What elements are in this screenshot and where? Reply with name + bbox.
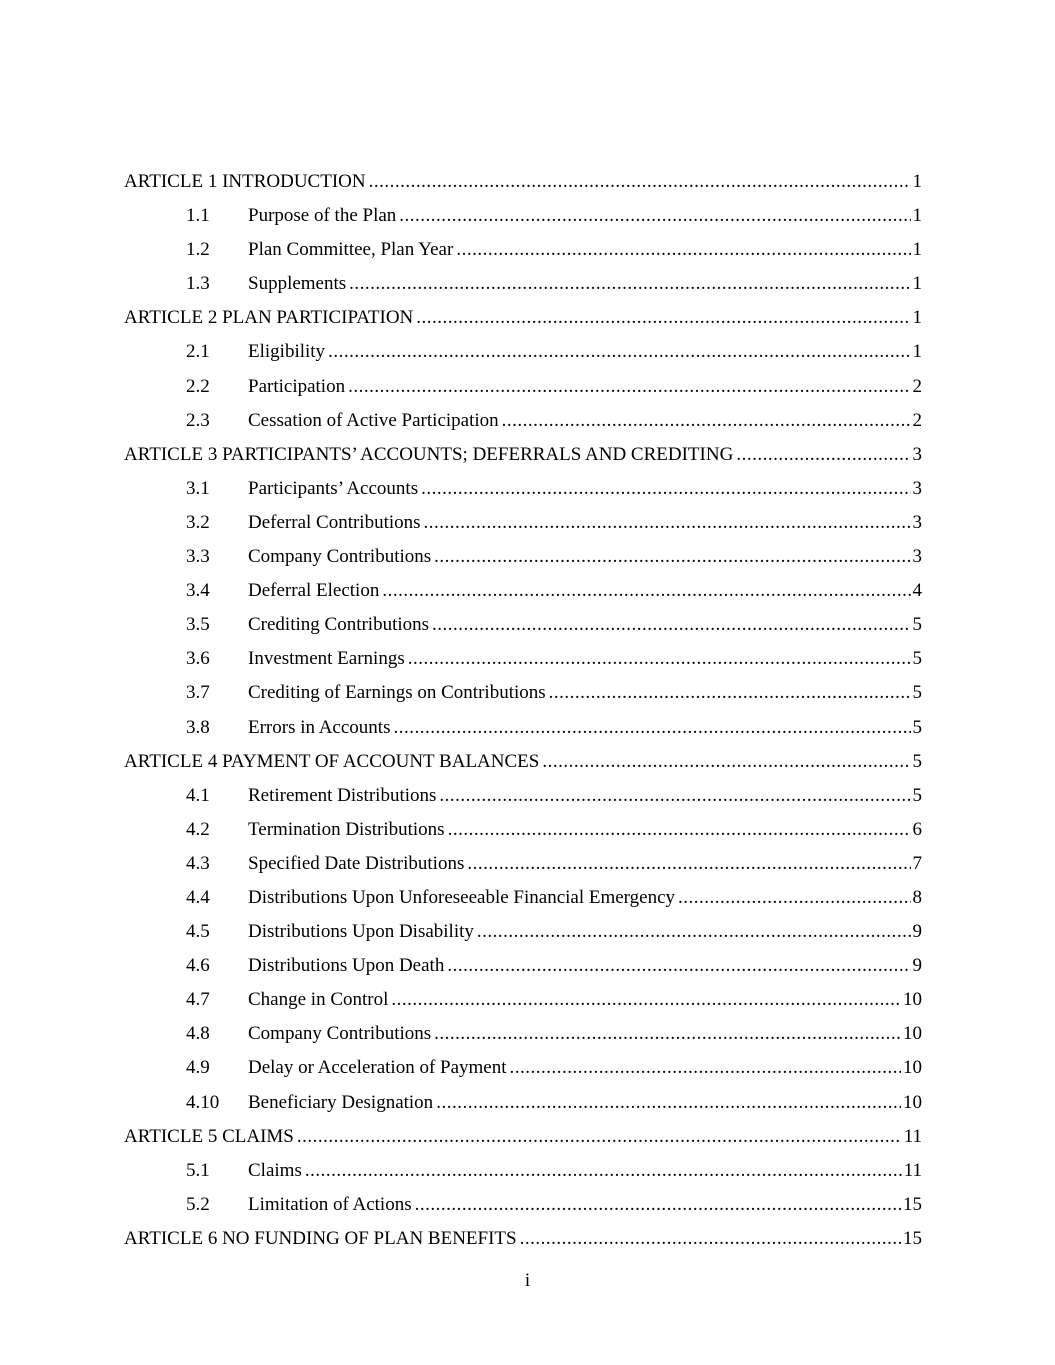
- toc-section-entry[interactable]: [124, 779, 922, 813]
- toc-section-number: 4.2: [186, 818, 210, 840]
- toc-entry-title: Specified Date Distributions: [248, 852, 465, 874]
- toc-section-number: 3.3: [186, 546, 210, 568]
- toc-section-number: 5.1: [186, 1159, 210, 1181]
- toc-section-entry[interactable]: [124, 1086, 922, 1120]
- toc-section-number: 5.2: [186, 1193, 210, 1215]
- toc-page-number: 1: [912, 341, 922, 363]
- toc-entry-title: Plan Committee, Plan Year: [248, 239, 454, 261]
- toc-section-entry[interactable]: [124, 1017, 922, 1051]
- toc-page-number: 15: [903, 1193, 922, 1215]
- dot-leader: [432, 608, 910, 642]
- toc-section-number: 4.3: [186, 852, 210, 874]
- dot-leader: [502, 404, 911, 438]
- dot-leader: [456, 233, 910, 267]
- toc-page-number: 5: [912, 750, 922, 772]
- toc-entry-title: Claims: [248, 1159, 302, 1181]
- toc-entry-title: Cessation of Active Participation: [248, 409, 499, 431]
- toc-section-number: 2.3: [186, 409, 210, 431]
- dot-leader: [520, 1222, 901, 1256]
- dot-leader: [434, 540, 910, 574]
- toc-section-number: 4.10: [186, 1091, 220, 1113]
- dot-leader: [399, 199, 910, 233]
- toc-section-entry[interactable]: [124, 267, 922, 301]
- toc-page-number: 10: [903, 1023, 922, 1045]
- toc-entry-title: Participants’ Accounts: [248, 477, 419, 499]
- toc-section-number: 3.5: [186, 614, 210, 636]
- toc-section-number: 3.1: [186, 477, 210, 499]
- toc-entry-title: Distributions Upon Death: [248, 955, 445, 977]
- dot-leader: [382, 574, 910, 608]
- toc-page-number: 1: [912, 273, 922, 295]
- toc-section-number: 1.3: [186, 273, 210, 295]
- toc-article-entry[interactable]: [124, 1222, 922, 1256]
- toc-entry-title: Eligibility: [248, 341, 326, 363]
- dot-leader: [348, 370, 910, 404]
- toc-section-number: 2.2: [186, 375, 210, 397]
- toc-section-entry[interactable]: [124, 404, 922, 438]
- toc-page-number: 5: [912, 682, 922, 704]
- toc-entry-title: ARTICLE 5 CLAIMS: [124, 1125, 294, 1147]
- toc-entry-title: Crediting Contributions: [248, 614, 430, 636]
- dot-leader: [678, 881, 910, 915]
- toc-page-number: 8: [912, 886, 922, 908]
- toc-entry-title: Change in Control: [248, 989, 389, 1011]
- toc-section-entry[interactable]: [124, 472, 922, 506]
- toc-section-entry[interactable]: [124, 1154, 922, 1188]
- dot-leader: [736, 438, 910, 472]
- page-number-footer: i: [524, 1270, 531, 1291]
- toc-page-number: 7: [912, 852, 922, 874]
- toc-entry-title: Beneficiary Designation: [248, 1091, 434, 1113]
- toc-page-number: 4: [912, 580, 922, 602]
- toc-page-number: 5: [912, 716, 922, 738]
- toc-section-number: 3.6: [186, 648, 210, 670]
- toc-page-number: 9: [912, 955, 922, 977]
- toc-page-number: 3: [912, 546, 922, 568]
- toc-section-number: 2.1: [186, 341, 210, 363]
- dot-leader: [393, 711, 910, 745]
- dot-leader: [436, 1086, 901, 1120]
- toc-page-number: 3: [912, 477, 922, 499]
- toc-section-entry[interactable]: [124, 915, 922, 949]
- toc-article-entry[interactable]: [124, 745, 922, 779]
- toc-section-entry[interactable]: [124, 711, 922, 745]
- toc-section-entry[interactable]: [124, 233, 922, 267]
- toc-section-entry[interactable]: [124, 1188, 922, 1222]
- toc-section-entry[interactable]: [124, 813, 922, 847]
- toc-section-entry[interactable]: [124, 983, 922, 1017]
- toc-section-number: 3.8: [186, 716, 210, 738]
- toc-page-number: 2: [912, 409, 922, 431]
- toc-section-number: 4.1: [186, 784, 210, 806]
- dot-leader: [542, 745, 910, 779]
- toc-section-entry[interactable]: [124, 949, 922, 983]
- toc-section-entry[interactable]: [124, 881, 922, 915]
- dot-leader: [391, 983, 901, 1017]
- dot-leader: [424, 506, 911, 540]
- dot-leader: [448, 813, 911, 847]
- dot-leader: [447, 949, 910, 983]
- toc-page-number: 2: [912, 375, 922, 397]
- toc-section-number: 1.2: [186, 239, 210, 261]
- toc-article-entry[interactable]: [124, 301, 922, 335]
- toc-page-number: 1: [912, 171, 922, 192]
- toc-section-number: 3.7: [186, 682, 210, 704]
- dot-leader: [439, 779, 910, 813]
- toc-entry-title: Limitation of Actions: [248, 1193, 412, 1215]
- toc-section-entry[interactable]: [124, 370, 922, 404]
- toc-page-number: 1: [912, 239, 922, 261]
- toc-entry-title: Supplements: [248, 273, 347, 295]
- toc-section-entry[interactable]: [124, 574, 922, 608]
- toc-section-number: 3.2: [186, 511, 210, 533]
- toc-section-entry[interactable]: [124, 540, 922, 574]
- toc-section-number: 3.4: [186, 580, 210, 602]
- dot-leader: [549, 676, 911, 710]
- toc-section-number: 4.4: [186, 886, 210, 908]
- toc-section-number: 1.1: [186, 205, 210, 227]
- dot-leader: [349, 267, 910, 301]
- toc-page-number: 3: [912, 443, 922, 465]
- toc-entry-title: Distributions Upon Disability: [248, 921, 474, 943]
- toc-section-number: 4.7: [186, 989, 210, 1011]
- toc-page-number: 11: [903, 1125, 922, 1147]
- dot-leader: [415, 1188, 901, 1222]
- dot-leader: [467, 847, 910, 881]
- dot-leader: [434, 1017, 901, 1051]
- dot-leader: [416, 301, 910, 335]
- toc-section-entry[interactable]: [124, 847, 922, 881]
- dot-leader: [408, 642, 911, 676]
- dot-leader: [369, 165, 911, 199]
- toc-entry-title: Participation: [248, 375, 346, 397]
- toc-section-entry[interactable]: [124, 608, 922, 642]
- toc-section-entry[interactable]: [124, 642, 922, 676]
- dot-leader: [510, 1051, 901, 1085]
- toc-article-entry[interactable]: [124, 1120, 922, 1154]
- toc-section-entry[interactable]: [124, 335, 922, 369]
- toc-section-number: 4.5: [186, 921, 210, 943]
- toc-page-number: 10: [903, 989, 922, 1011]
- toc-section-entry[interactable]: [124, 506, 922, 540]
- toc-entry-title: Purpose of the Plan: [248, 205, 397, 227]
- toc-entry-title: Deferral Contributions: [248, 511, 421, 533]
- toc-entry-title: Distributions Upon Unforeseeable Financial Emergency: [248, 886, 676, 908]
- toc-entry-title: ARTICLE 4 PAYMENT OF ACCOUNT BALANCES: [124, 750, 540, 772]
- toc-page-number: 5: [912, 784, 922, 806]
- toc-page-number: 9: [912, 921, 922, 943]
- toc-entry-title: Crediting of Earnings on Contributions: [248, 682, 546, 704]
- toc-entry-title: ARTICLE 2 PLAN PARTICIPATION: [124, 307, 414, 329]
- toc-section-number: 4.8: [186, 1023, 210, 1045]
- dot-leader: [477, 915, 911, 949]
- toc-section-number: 4.9: [186, 1057, 210, 1079]
- dot-leader: [421, 472, 910, 506]
- toc-page-number: 1: [912, 205, 922, 227]
- toc-entry-title: Delay or Acceleration of Payment: [248, 1057, 507, 1079]
- table-of-contents: [124, 165, 922, 1256]
- toc-page-number: 5: [912, 614, 922, 636]
- toc-entry-title: Company Contributions: [248, 1023, 432, 1045]
- toc-entry-title: Termination Distributions: [248, 818, 445, 840]
- toc-page-number: 10: [903, 1057, 922, 1079]
- toc-entry-title: ARTICLE 6 NO FUNDING OF PLAN BENEFITS: [124, 1227, 517, 1249]
- dot-leader: [328, 335, 910, 369]
- dot-leader: [297, 1120, 902, 1154]
- toc-entry-title: Company Contributions: [248, 546, 432, 568]
- toc-page-number: 11: [903, 1159, 922, 1181]
- toc-entry-title: ARTICLE 1 INTRODUCTION: [124, 171, 366, 192]
- toc-page-number: 1: [912, 307, 922, 329]
- dot-leader: [305, 1154, 902, 1188]
- toc-page-number: 15: [903, 1227, 922, 1249]
- toc-page-number: 10: [903, 1091, 922, 1113]
- toc-page-number: 3: [912, 511, 922, 533]
- toc-entry-title: ARTICLE 3 PARTICIPANTS’ ACCOUNTS; DEFERRALS AND CREDITING: [124, 443, 734, 465]
- toc-entry-title: Retirement Distributions: [248, 784, 437, 806]
- toc-section-entry[interactable]: [124, 1051, 922, 1085]
- toc-article-entry[interactable]: [124, 438, 922, 472]
- toc-entry-title: Errors in Accounts: [248, 716, 391, 738]
- toc-section-entry[interactable]: [124, 199, 922, 233]
- toc-page-number: 6: [912, 818, 922, 840]
- toc-entry-title: Investment Earnings: [248, 648, 405, 670]
- toc-page-number: 5: [912, 648, 922, 670]
- toc-entry-title: Deferral Election: [248, 580, 380, 602]
- toc-section-number: 4.6: [186, 955, 210, 977]
- toc-article-entry[interactable]: [124, 165, 922, 199]
- toc-section-entry[interactable]: [124, 676, 922, 710]
